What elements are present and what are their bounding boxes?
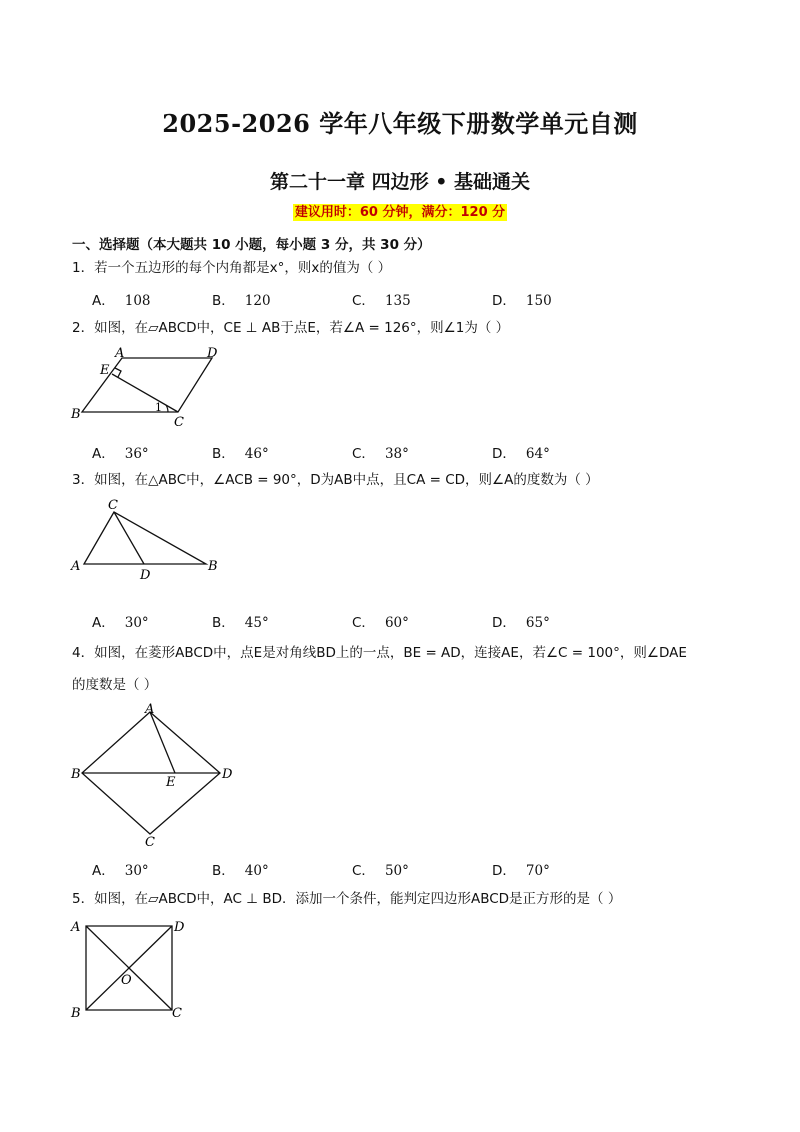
time-note-bar bbox=[0, 201, 800, 220]
option-d[interactable]: D． 150 bbox=[492, 293, 552, 309]
label-e: E bbox=[100, 363, 110, 378]
label-c: C bbox=[108, 498, 118, 513]
option-b[interactable]: B． 45° bbox=[212, 615, 269, 631]
question-number: 4． bbox=[72, 645, 95, 661]
option-d[interactable]: D． 65° bbox=[492, 615, 550, 631]
question-number: 5． bbox=[72, 891, 95, 907]
option-a[interactable]: A． 108 bbox=[92, 293, 151, 309]
label-b: B bbox=[71, 767, 81, 782]
question-stem: 如图，在▱ABCD中，CE ⊥ AB于点E，若∠A = 126°，则∠1为（ ） bbox=[94, 320, 510, 336]
time-note: 建议用时：60 分钟，满分：120 分 bbox=[294, 205, 506, 220]
question-stem: 若一个五边形的每个内角都是x°，则x的值为（ ） bbox=[94, 260, 392, 276]
label-a: A bbox=[115, 346, 125, 361]
option-a[interactable]: A． 30° bbox=[92, 863, 149, 879]
question-1 bbox=[72, 258, 391, 278]
question-4 bbox=[72, 643, 687, 663]
option-b[interactable]: B． 46° bbox=[212, 446, 269, 462]
label-o: O bbox=[121, 973, 132, 988]
question-number: 2． bbox=[72, 320, 95, 336]
option-d[interactable]: D． 70° bbox=[492, 863, 550, 879]
question-number: 1． bbox=[72, 260, 95, 276]
question-stem: 如图，在▱ABCD中，AC ⊥ BD．添加一个条件，能判定四边形ABCD是正方形的是（ ） bbox=[94, 891, 622, 907]
label-a: A bbox=[71, 920, 81, 935]
label-c: C bbox=[145, 835, 155, 848]
label-d: D bbox=[207, 346, 218, 361]
option-b[interactable]: B． 40° bbox=[212, 863, 269, 879]
option-a[interactable]: A． 30° bbox=[92, 615, 149, 631]
option-b[interactable]: B． 120 bbox=[212, 293, 271, 309]
figure-parallelogram-q2 bbox=[68, 344, 238, 430]
option-d[interactable]: D． 64° bbox=[492, 446, 550, 462]
label-e: E bbox=[166, 775, 176, 790]
label-b: B bbox=[71, 1006, 81, 1021]
question-number: 3． bbox=[72, 472, 95, 488]
segment-ce bbox=[112, 374, 178, 412]
label-a: A bbox=[145, 702, 155, 717]
label-c: C bbox=[174, 415, 184, 430]
label-d: D bbox=[140, 568, 151, 583]
option-a[interactable]: A． 36° bbox=[92, 446, 149, 462]
label-d: D bbox=[174, 920, 185, 935]
question-2 bbox=[72, 318, 509, 338]
label-b: B bbox=[71, 407, 81, 422]
option-c[interactable]: C． 135 bbox=[352, 293, 411, 309]
figure-rhombus-q4 bbox=[68, 700, 243, 848]
section-heading: 一、选择题（本大题共 10 小题，每小题 3 分，共 30 分） bbox=[72, 237, 431, 253]
label-a: A bbox=[71, 559, 81, 574]
option-c[interactable]: C． 38° bbox=[352, 446, 409, 462]
segment-ae bbox=[150, 712, 175, 773]
page-title: 2025-2026 学年八年级下册数学单元自测 bbox=[162, 109, 638, 138]
option-c[interactable]: C． 60° bbox=[352, 615, 409, 631]
question-stem: 如图，在菱形ABCD中，点E是对角线BD上的一点，BE = AD，连接AE，若∠C = 100°，则∠DAE bbox=[94, 645, 687, 661]
label-d: D bbox=[222, 767, 233, 782]
question-5 bbox=[72, 889, 621, 909]
figure-triangle-q3 bbox=[68, 496, 228, 586]
chapter-subtitle: 第二十一章 四边形 • 基础通关 bbox=[270, 171, 530, 193]
triangle-abc bbox=[84, 512, 206, 564]
label-b: B bbox=[208, 559, 218, 574]
question-stem: 如图，在△ABC中，∠ACB = 90°，D为AB中点，且CA = CD，则∠A的度数为（ ） bbox=[94, 472, 599, 488]
label-c: C bbox=[172, 1006, 182, 1021]
figure-square-q5 bbox=[68, 914, 198, 1024]
label-angle-1: 1 bbox=[155, 401, 162, 414]
question-3 bbox=[72, 470, 599, 490]
question-4-line2: 的度数是（ ） bbox=[72, 677, 158, 693]
option-c[interactable]: C． 50° bbox=[352, 863, 409, 879]
